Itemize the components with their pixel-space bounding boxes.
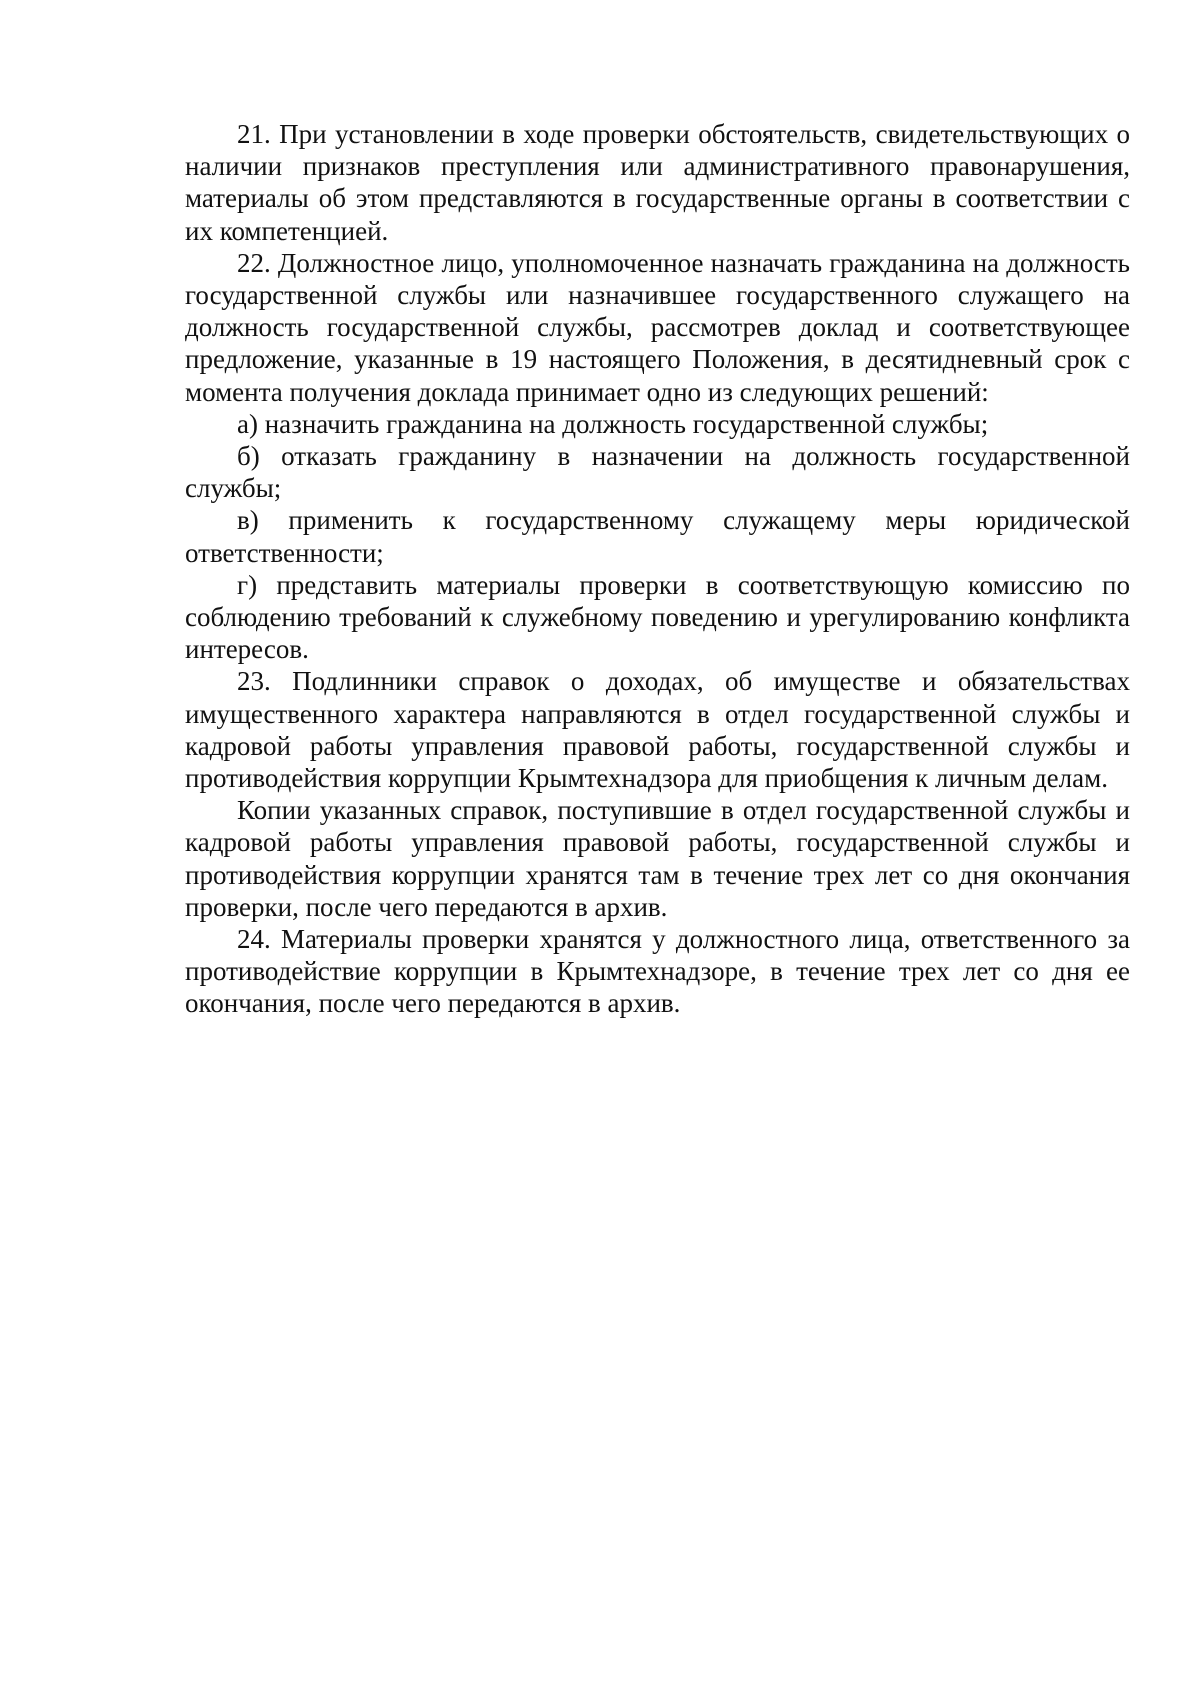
paragraph-22-item-b: б) отказать гражданину в назначении на должность государственной службы; — [185, 441, 1130, 504]
paragraph-24: 24. Материалы проверки хранятся у должностного лица, ответственного за противодействие коррупции в Крымтехнадзоре, в течение трех лет со дня ее окончания, после чего передаются в архив. — [185, 924, 1130, 1019]
document-page — [185, 118, 1130, 1020]
paragraph-23: 23. Подлинники справок о доходах, об имуществе и обязательствах имущественного характера направляются в отдел государственной службы и кадровой работы управления правовой работы, государственной службы и противодействия коррупции Крымтехнадзора для приобщения к личным делам. — [185, 666, 1130, 794]
paragraph-22-item-g: г) представить материалы проверки в соответствующую комиссию по соблюдению требований к служебному поведению и урегулированию конфликта интересов. — [185, 569, 1130, 665]
paragraph-22: 22. Должностное лицо, уполномоченное назначать гражданина на должность государственной службы или назначившее государственного служащего на должность государственной службы, рассмотрев доклад и соответствующее предложение, указанные в 19 настоящего Положения, в десятидневный срок с момента получения доклада принимает одно из следующих решений: — [185, 247, 1130, 407]
paragraph-22-item-a: а) назначить гражданина на должность государственной службы; — [237, 408, 989, 439]
paragraph-21: 21. При установлении в ходе проверки обстоятельств, свидетельствующих о наличии признаков преступления или административного правонарушения, материалы об этом представляются в государственные органы в соответствии с их компетенцией. — [185, 119, 1130, 246]
paragraph-22-item-v: в) применить к государственному служащему меры юридической ответственности; — [185, 505, 1130, 568]
paragraph-23-copies: Копии указанных справок, поступившие в отдел государственной службы и кадровой работы управления правовой работы, государственной службы и противодействия коррупции хранятся там в течение трех лет со дня окончания проверки, после чего передаются в архив. — [185, 795, 1130, 922]
